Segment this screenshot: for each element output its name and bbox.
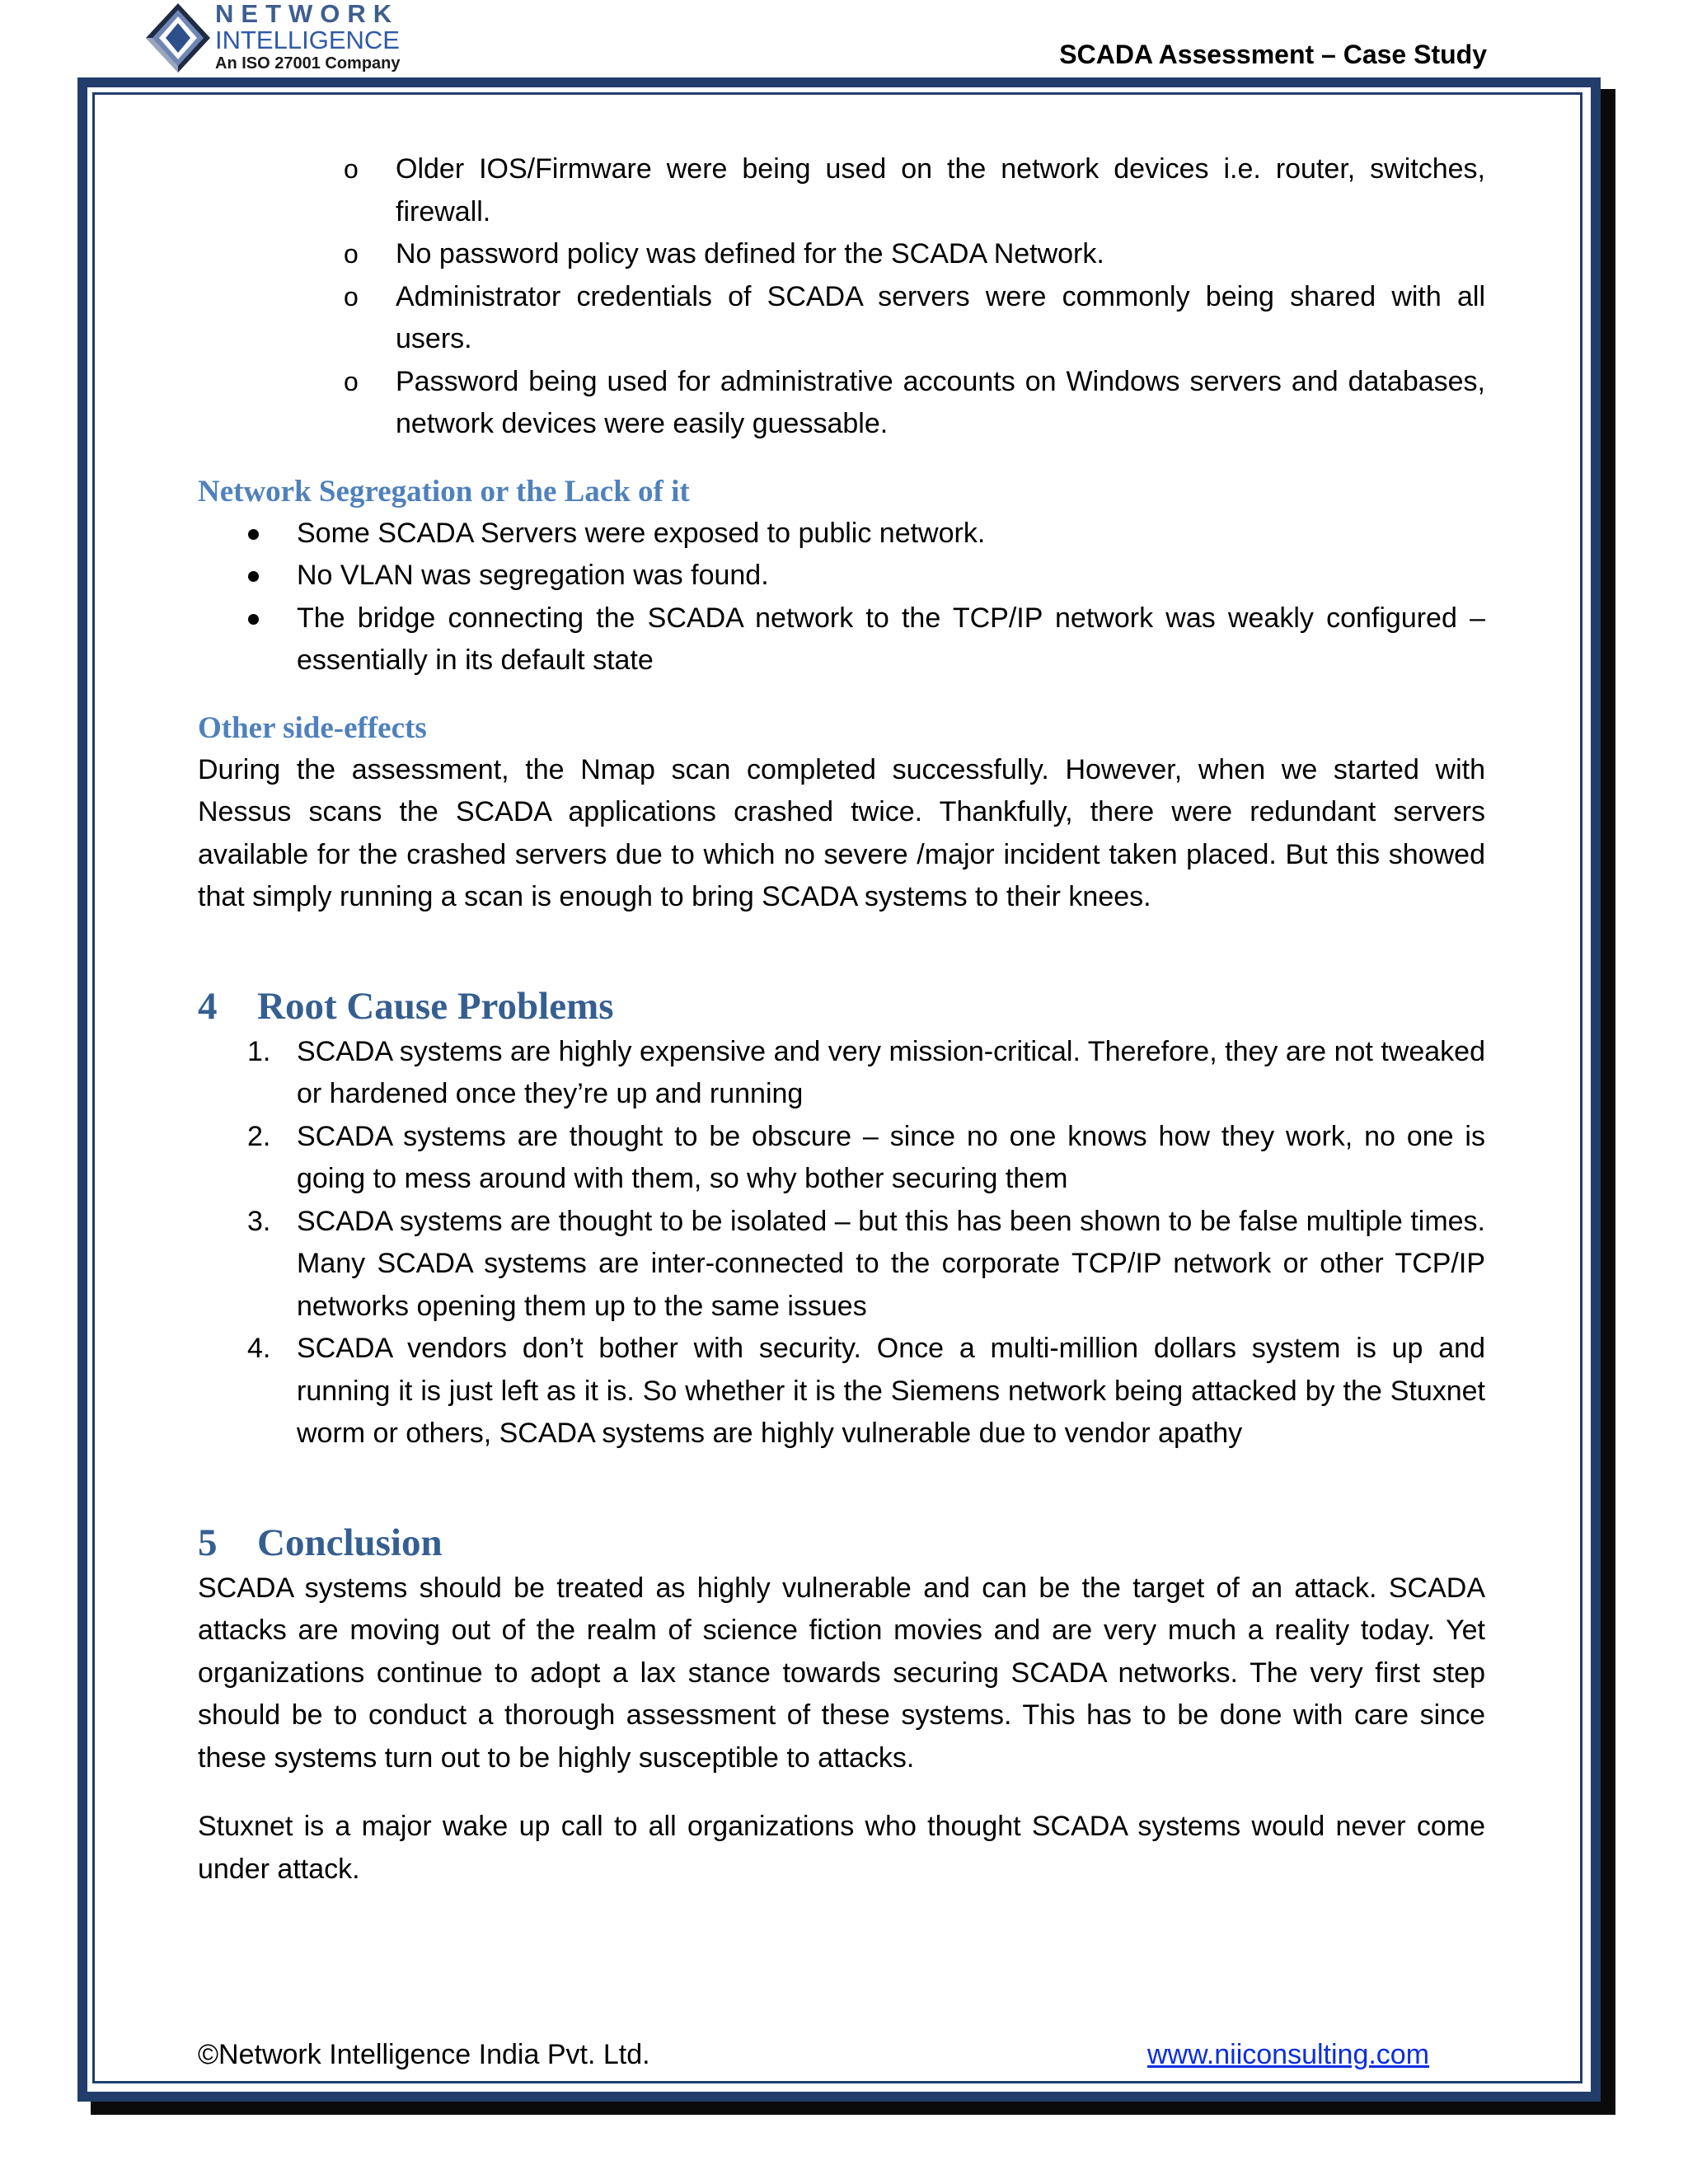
segregation-list	[198, 513, 1485, 682]
circle-bullet-icon: o	[344, 281, 359, 312]
list-item: 4. SCADA vendors don’t bother with security. Once a multi-million dollars system is up and running it is just left as it is. So whether it is the Siemens network being attacked by the Stuxnet worm or others, SCADA systems are highly vulnerable due to vendor apathy	[247, 1333, 1485, 1449]
logo-line-intelligence: INTELLIGENCE	[215, 26, 400, 54]
segregation-heading: Network Segregation or the Lack of it	[198, 474, 690, 509]
footer-copyright: ©Network Intelligence India Pvt. Ltd.	[198, 2039, 650, 2070]
conclusion-paragraph-2: Stuxnet is a major wake up call to all organizations who thought SCADA systems would never come under attack.	[198, 1811, 1485, 1885]
circle-bullet-icon: o	[344, 239, 359, 269]
logo-text	[215, 0, 401, 74]
circle-bullet-icon: o	[344, 366, 359, 396]
section-number: 5	[198, 1521, 218, 1564]
diamond-logo-icon	[144, 2, 212, 74]
page-header-title: SCADA Assessment – Case Study	[1059, 40, 1487, 69]
root-cause-heading	[198, 982, 1485, 1031]
company-logo	[144, 0, 408, 78]
conclusion-heading	[198, 1518, 1485, 1568]
disc-bullet-icon	[248, 571, 259, 582]
findings-list	[198, 148, 1485, 446]
section-title: Conclusion	[257, 1521, 443, 1564]
logo-line-network: NETWORK	[215, 0, 400, 28]
section-title: Root Cause Problems	[257, 984, 614, 1028]
logo-line-iso: An ISO 27001 Company	[215, 54, 401, 73]
list-item: o Administrator credentials of SCADA servers were commonly being shared with all users.	[198, 276, 1485, 361]
list-item: Some SCADA Servers were exposed to public network.	[198, 513, 1485, 555]
side-effects-heading: Other side-effects	[198, 710, 427, 745]
list-item: 1. SCADA systems are highly expensive and very mission-critical. Therefore, they are not tweaked or hardened once they’re up and running	[247, 1035, 1485, 1109]
list-item: 2. SCADA systems are thought to be obscure – since no one knows how they work, no one is going to mess around with them, so why bother securing them	[247, 1120, 1485, 1194]
list-item: o No password policy was defined for the SCADA Network.	[198, 233, 1485, 276]
list-item: o Older IOS/Firmware were being used on the network devices i.e. router, switches, firewall.	[198, 148, 1485, 233]
disc-bullet-icon	[248, 529, 259, 540]
footer-website-link[interactable]: www.niiconsulting.com	[1147, 2039, 1430, 2070]
side-effects-paragraph: During the assessment, the Nmap scan completed successfully. However, when we started with Nessus scans the SCADA applications crashed twice. Thankfully, there were redundant servers available for the crashed servers due to which no severe /major incident taken placed. But this showed that simply running a scan is enough to bring SCADA systems to their knees.	[198, 753, 1485, 912]
root-cause-list	[198, 1031, 1485, 1455]
section-number: 4	[198, 984, 218, 1028]
list-item: No VLAN was segregation was found.	[198, 555, 1485, 598]
document-body	[198, 148, 1485, 1891]
conclusion-paragraph-1: SCADA systems should be treated as highly vulnerable and can be the target of an attack. SCADA attacks are moving out of the realm of science fiction movies and are very much a reality today. Yet organizations continue to adopt a lax stance towards securing SCADA networks. The very first step should be to conduct a thorough assessment of these systems. This has to be done with care since these systems turn out to be highly susceptible to attacks.	[198, 1572, 1485, 1774]
list-item: The bridge connecting the SCADA network to the TCP/IP network was weakly configured – essentially in its default state	[198, 598, 1485, 682]
circle-bullet-icon: o	[344, 154, 359, 184]
list-item: o Password being used for administrative accounts on Windows servers and databases, network devices were easily guessable.	[198, 361, 1485, 446]
disc-bullet-icon	[248, 614, 259, 625]
list-item: 3. SCADA systems are thought to be isolated – but this has been shown to be false multiple times. Many SCADA systems are inter-connected to the corporate TCP/IP network or other TCP/IP networks opening them up to the same issues	[247, 1205, 1485, 1322]
